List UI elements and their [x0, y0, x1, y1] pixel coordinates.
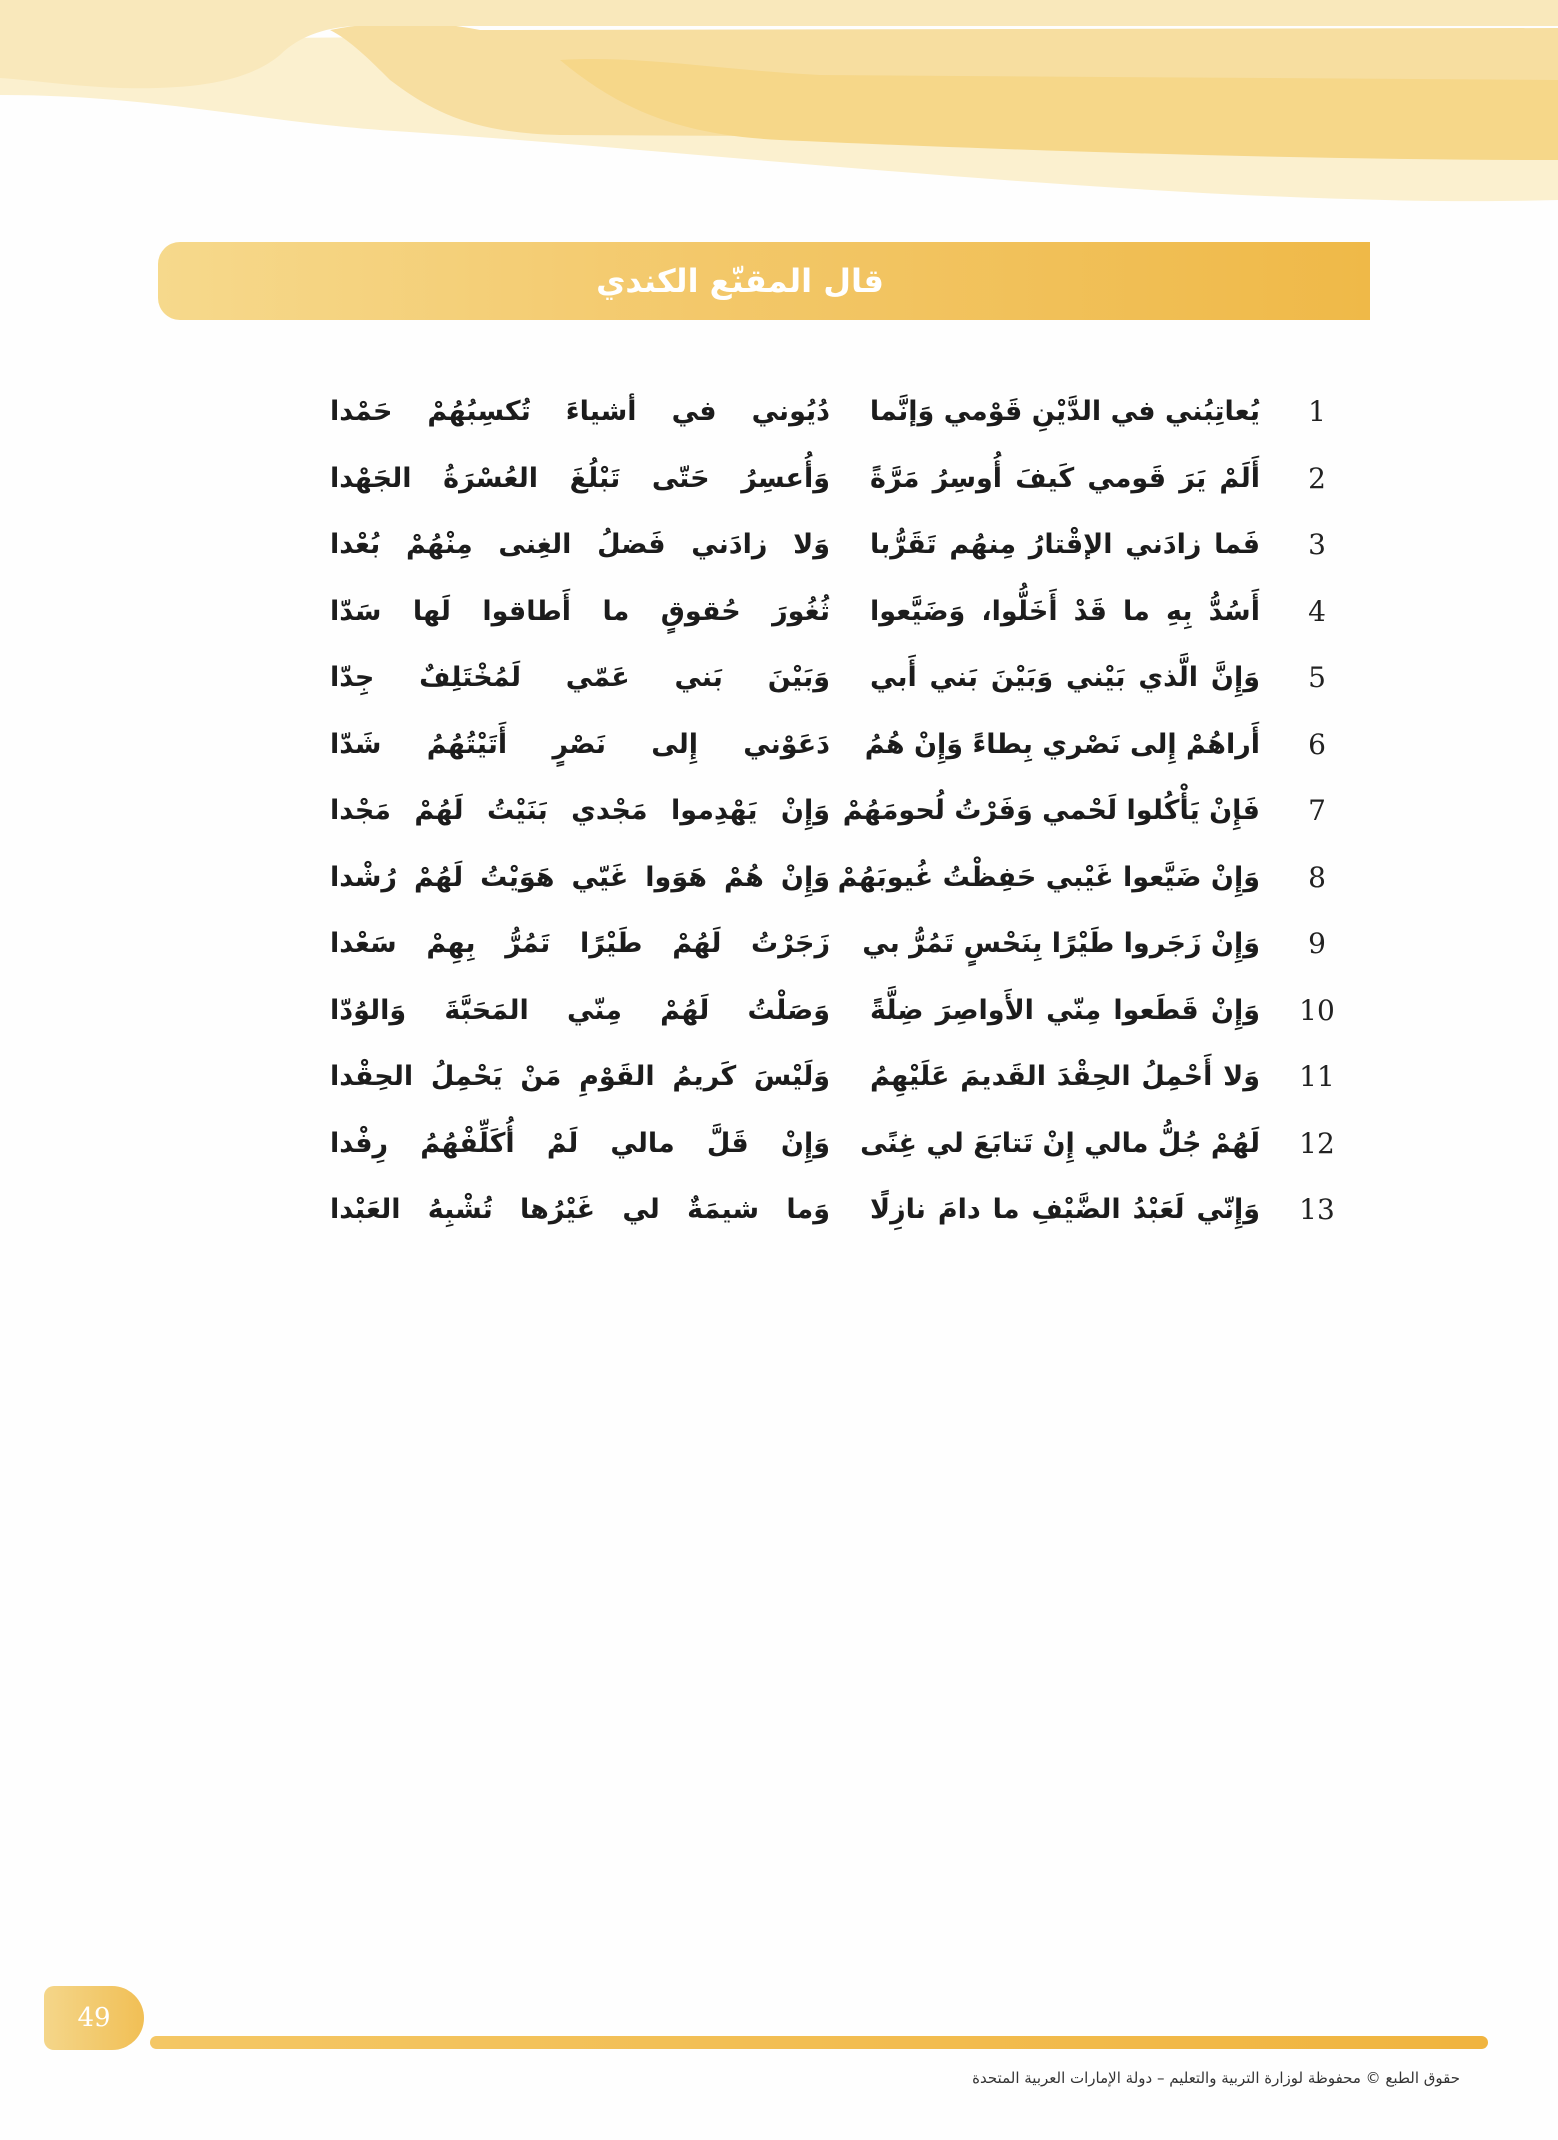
verse-second-hemistich: وَإِنْ يَهْدِموا مَجْدي بَنَيْتُ لَهُمْ مَجْدا	[330, 795, 830, 826]
verse	[150, 584, 1350, 651]
verse-second-hemistich: دُيُوني في أشياءَ تُكسِبُهُمْ حَمْدا	[330, 396, 830, 427]
verse-second-hemistich: وَإِنْ هُمْ هَوَوا غَيّي هَوَيْتُ لَهُمْ رُشْدا	[330, 861, 830, 893]
verse	[150, 783, 1350, 850]
verse-number: 11	[1299, 1060, 1335, 1093]
verse-second-hemistich: دَعَوْني إِلى نَصْرٍ أَتَيْتُهُمُ شَدّا	[330, 728, 830, 760]
verse-first-hemistich: وَلا أَحْمِلُ الحِقْدَ القَديمَ عَلَيْهِمُ	[870, 1061, 1260, 1092]
verse	[150, 983, 1350, 1050]
verse	[150, 1116, 1350, 1183]
page-number: 49	[77, 2003, 111, 2033]
verse	[150, 451, 1350, 518]
verse-first-hemistich: أَسُدُّ بِهِ ما قَدْ أَخَلُّوا، وَضَيَّعوا	[870, 595, 1260, 627]
verse-first-hemistich: لَهُمْ جُلُّ مالي إِنْ تَتابَعَ لي غِنًى	[860, 1127, 1260, 1159]
verse-number: 2	[1308, 461, 1326, 495]
verse-first-hemistich: وَإِنْ زَجَروا طَيْرًا بِنَحْسٍ تَمُرُّ بي	[862, 928, 1260, 959]
verse-number: 6	[1308, 727, 1326, 761]
verse-second-hemistich: وَما شيمَةٌ لي غَيْرُها تُشْبِهُ العَبْدا	[330, 1194, 830, 1225]
verse	[150, 850, 1350, 917]
verse-number: 13	[1299, 1193, 1335, 1226]
verse	[150, 1182, 1350, 1249]
verse-first-hemistich: فَما زادَني الإقْتارُ مِنهُم تَقَرُّبا	[870, 529, 1260, 560]
verse-number: 9	[1308, 927, 1326, 960]
verse-number: 4	[1308, 594, 1326, 628]
poem-title: قال المقنّع الكندي	[596, 262, 884, 300]
verse-first-hemistich: وَإِنْ قَطَعوا مِنّي الأَواصِرَ ضِلَّةً	[870, 994, 1260, 1026]
verse	[150, 650, 1350, 717]
verse	[150, 717, 1350, 784]
verse-second-hemistich: وَصَلْتُ لَهُمْ مِنّي المَحَبَّةَ وَالوُدّا	[330, 994, 830, 1026]
verse	[150, 916, 1350, 983]
verse	[150, 517, 1350, 584]
footer-bar	[150, 2036, 1488, 2049]
poem	[150, 384, 1350, 1249]
verse-first-hemistich: وَإِنْ ضَيَّعوا غَيْبي حَفِظْتُ غُيوبَهُمْ	[837, 861, 1260, 893]
verse-second-hemistich: ثُغُورَ حُقوقٍ ما أَطاقوا لَها سَدّا	[330, 595, 830, 627]
copyright-notice: حقوق الطبع © محفوظة لوزارة التربية والتعليم – دولة الإمارات العربية المتحدة	[972, 2069, 1460, 2087]
verse-number: 7	[1308, 794, 1326, 827]
verse-first-hemistich: يُعاتِبُني في الدَّيْنِ قَوْمي وَإنَّما	[869, 396, 1260, 427]
verse-second-hemistich: زَجَرْتُ لَهُمْ طَيْرًا تَمُرُّ بِهِمْ سَعْدا	[330, 928, 830, 959]
verse-first-hemistich: أَراهُمْ إِلى نَصْري بِطاءً وَإِنْ هُمُ	[864, 728, 1260, 760]
verse-second-hemistich: وَلَيْسَ كَريمُ القَوْمِ مَنْ يَحْمِلُ الحِقْدا	[330, 1061, 830, 1092]
verse-first-hemistich: وَإِنَّ الَّذي بَيْني وَبَيْنَ بَني أَبي	[870, 662, 1260, 693]
verse-number: 10	[1299, 993, 1335, 1027]
verse-first-hemistich: أَلَمْ يَرَ قَومي كَيفَ أُوسِرُ مَرَّةً	[870, 462, 1260, 494]
verse-number: 3	[1308, 528, 1326, 561]
verse	[150, 384, 1350, 451]
verse-number: 5	[1308, 661, 1326, 694]
verse-second-hemistich: وَإِنْ قَلَّ مالي لَمْ أُكَلِّفْهُمُ رِفْدا	[330, 1127, 830, 1159]
verse-number: 12	[1299, 1126, 1335, 1160]
verse-number: 1	[1308, 395, 1326, 428]
verse-second-hemistich: وَلا زادَني فَضلُ الغِنى مِنْهُمْ بُعْدا	[330, 529, 830, 560]
verse-number: 8	[1308, 860, 1326, 894]
verse-second-hemistich: وَأُعسِرُ حَتّى تَبْلُغَ العُسْرَةُ الجَهْدا	[330, 462, 830, 494]
verse	[150, 1049, 1350, 1116]
verse-first-hemistich: فَإِنْ يَأْكُلوا لَحْمي وَفَرْتُ لُحومَهُمْ	[842, 795, 1260, 826]
verse-first-hemistich: وَإِنّي لَعَبْدُ الضَّيْفِ ما دامَ نازِلًا	[870, 1194, 1260, 1225]
verse-second-hemistich: وَبَيْنَ بَني عَمّي لَمُخْتَلِفٌ جِدّا	[330, 662, 830, 693]
